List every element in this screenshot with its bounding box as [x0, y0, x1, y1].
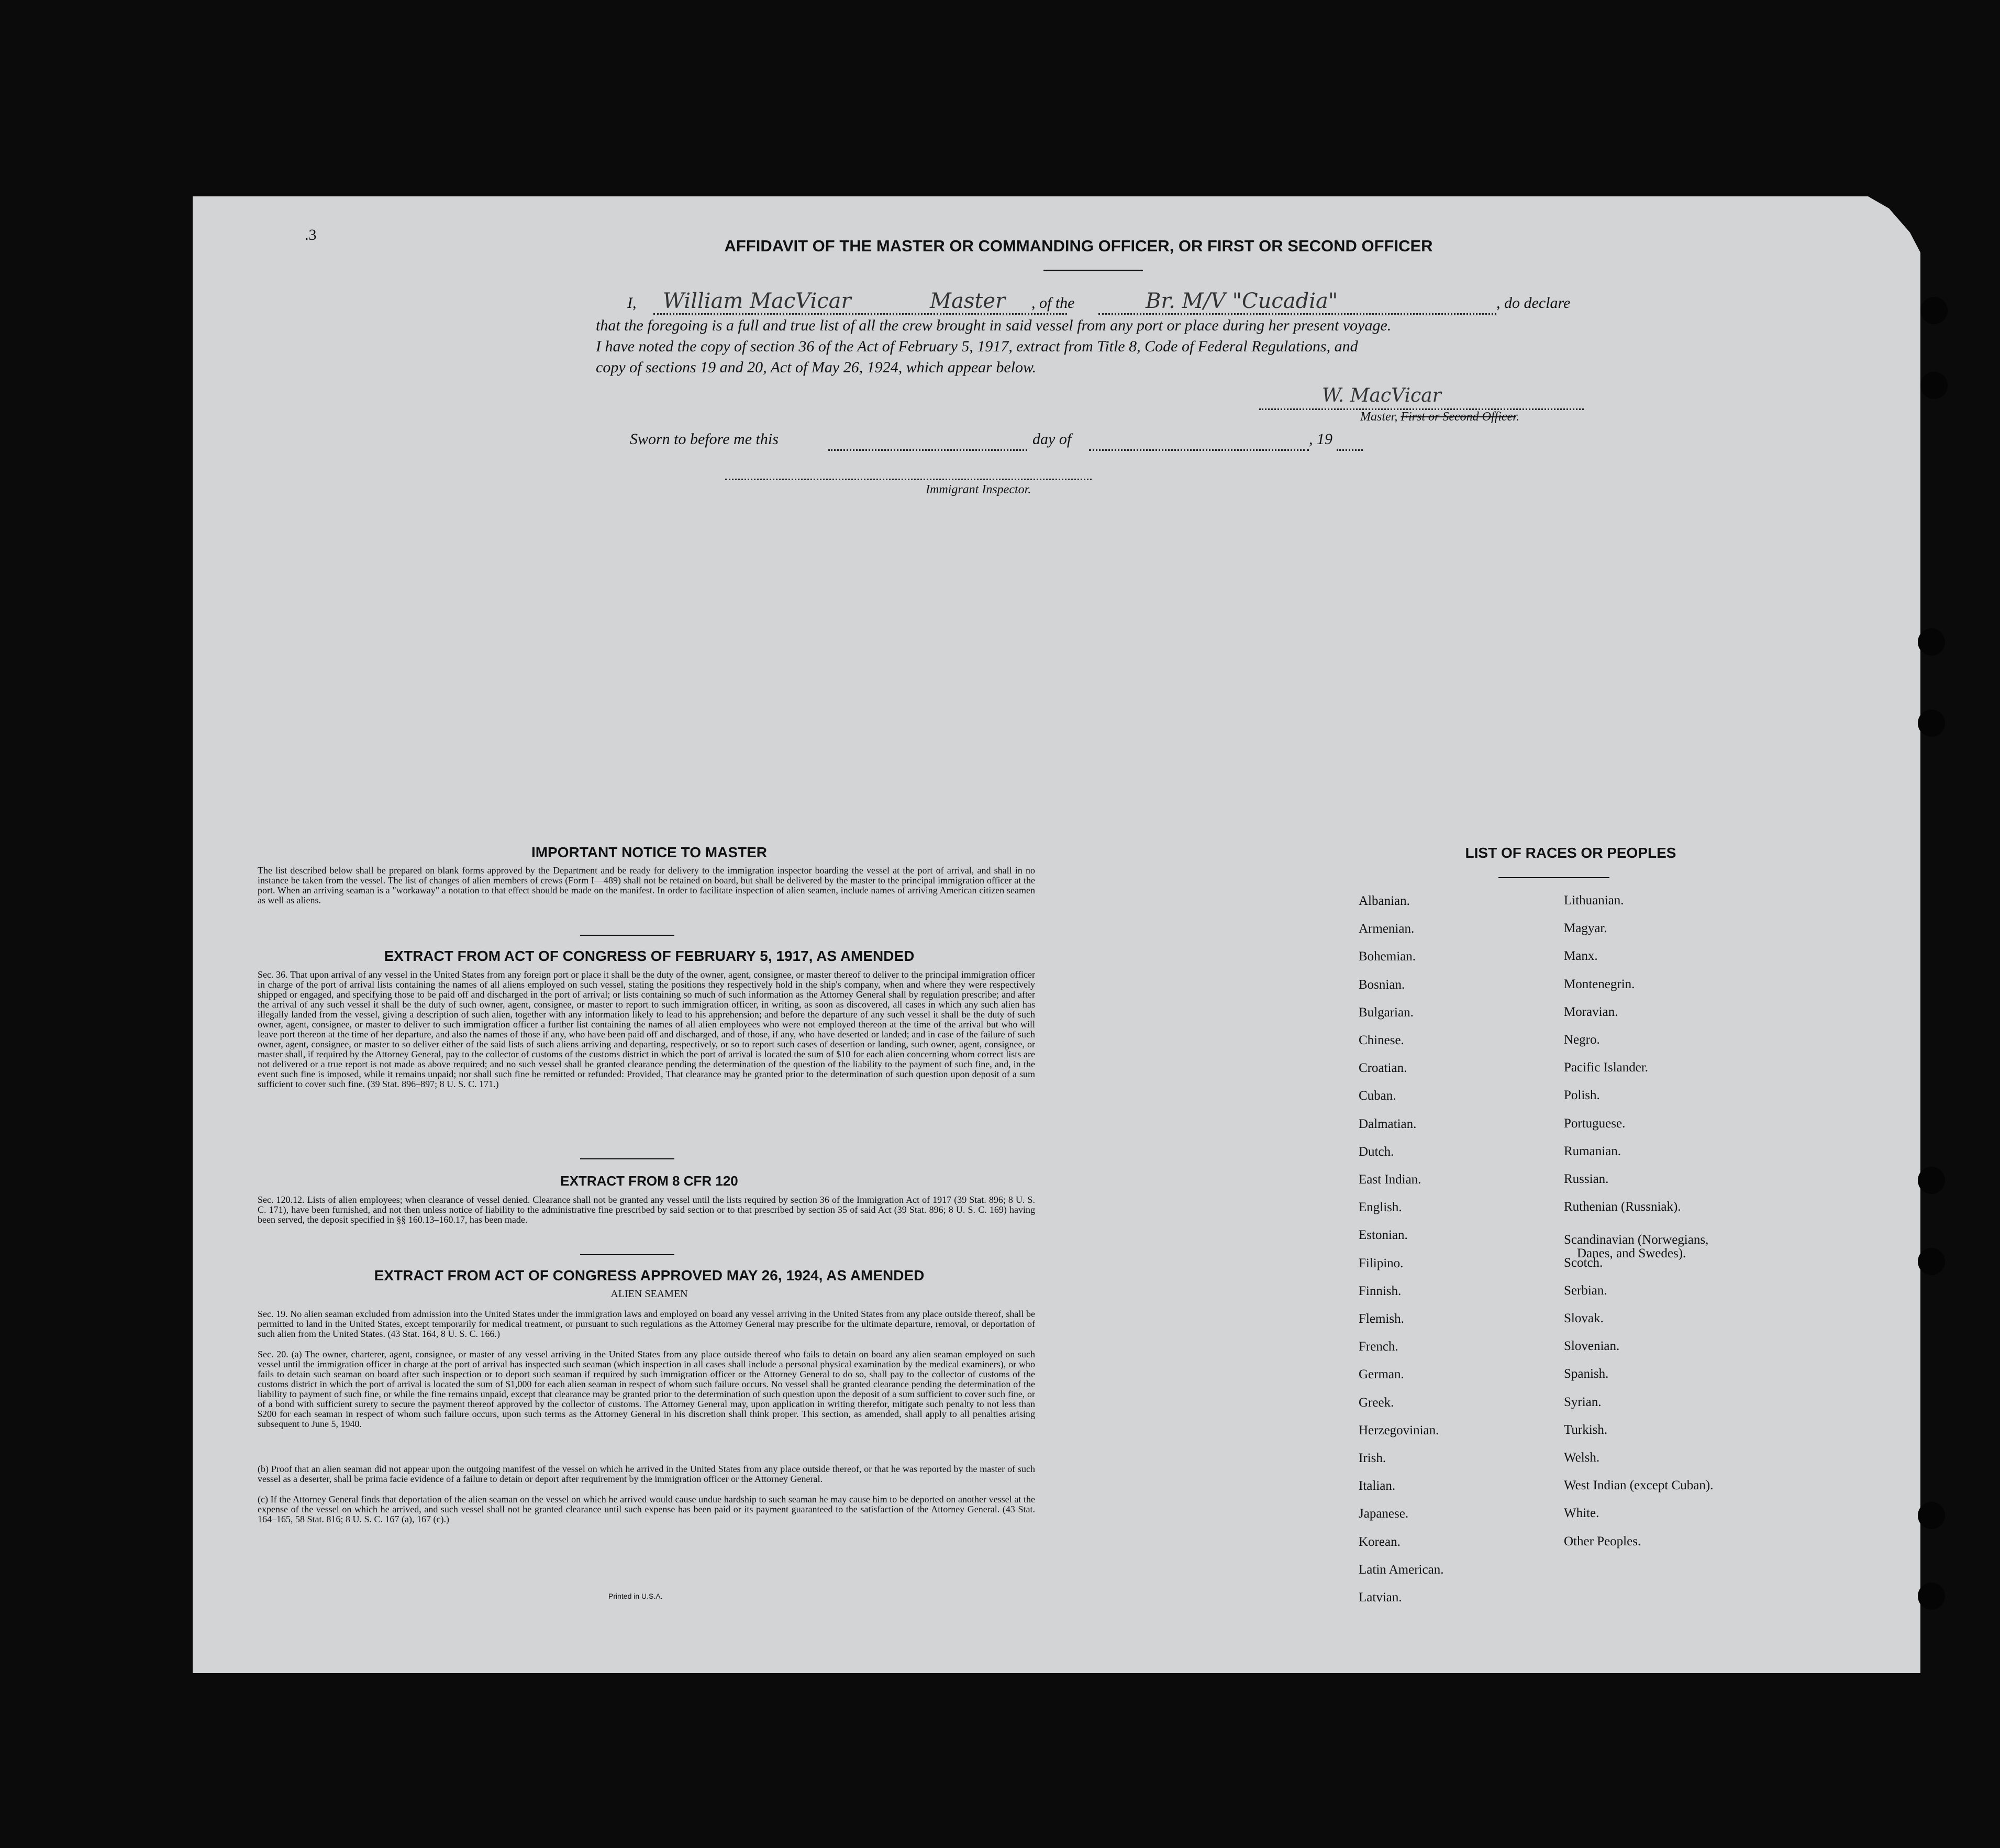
race-item: East Indian.: [1359, 1172, 1421, 1187]
extract-1924-title: EXTRACT FROM ACT OF CONGRESS APPROVED MAY 26, 1924, AS AMENDED: [374, 1267, 925, 1283]
race-item: Dutch.: [1359, 1144, 1394, 1159]
race-item: Estonian.: [1359, 1228, 1408, 1243]
name-handwritten: William MacVicar: [663, 289, 851, 313]
divider: [580, 935, 674, 936]
extract-cfr-body: Sec. 120.12. Lists of alien employees; when clearance of vessel denied. Clearance shall not be granted any vessel until the lists required by section 36 of the Immigration Act of 1917 (39 Stat. 896; 8 U. S. C. 171), have been furnished, and not then unless notice of liability to the administrative fine prescribed by said section or to that prescribed by section 35 of said Act (39 Stat. 896; 8 U. S. C. 169) having been served, the deposit specified in §§ 160.13–160.17, has been made.: [258, 1194, 1035, 1225]
race-item: Japanese.: [1359, 1507, 1409, 1521]
races-divider: [1498, 877, 1609, 878]
race-item: Cuban.: [1359, 1089, 1396, 1103]
race-item: Croatian.: [1359, 1061, 1407, 1076]
race-item: Scandinavian (Norwegians,: [1564, 1233, 1709, 1247]
punch-hole: [1918, 710, 1945, 737]
race-item: Spanish.: [1564, 1367, 1609, 1381]
signer-role: Master, First or Second Officer.: [1360, 410, 1519, 424]
race-item: Russian.: [1564, 1172, 1609, 1186]
page-number: .3: [305, 226, 317, 244]
race-item: Montenegrin.: [1564, 977, 1635, 991]
race-item: Chinese.: [1359, 1033, 1404, 1047]
race-item: Greek.: [1359, 1395, 1394, 1410]
punch-hole: [1918, 1583, 1945, 1610]
affidavit-line1: I, William MacVicar Master , of the Br. M/V "Cucadia" , do declare: [596, 293, 1591, 319]
document-sheet: [193, 196, 1920, 1673]
race-item: Portuguese.: [1564, 1116, 1626, 1131]
punch-hole: [1920, 372, 1948, 399]
punch-hole: [1918, 628, 1945, 656]
section-20b: (b) Proof that an alien seaman did not appear upon the outgoing manifest of the vessel on which he arrived in the United States from any place outside thereof, or that he was reported by the master of such vessel as a deserter, shall be prima facie evidence of a failure to detain or deport after requirement by the immigration officer or the Attorney General.: [258, 1464, 1035, 1484]
race-item: German.: [1359, 1367, 1404, 1382]
race-item: Flemish.: [1359, 1312, 1404, 1326]
affidavit-line2: that the foregoing is a full and true list of all the crew brought in said vessel from any port or place during her present voyage.: [596, 317, 1392, 334]
printed-in: Printed in U.S.A.: [608, 1592, 663, 1600]
affidavit-line4: copy of sections 19 and 20, Act of May 26, 1924, which appear below.: [596, 359, 1037, 376]
race-item: Bosnian.: [1359, 977, 1405, 992]
race-item: White.: [1564, 1506, 1599, 1521]
divider: [580, 1254, 674, 1255]
inspector-signature-line: [725, 465, 1092, 480]
title-divider: [1043, 270, 1143, 271]
punch-hole: [1918, 1167, 1945, 1194]
races-title: LIST OF RACES OR PEOPLES: [1465, 845, 1676, 861]
punch-hole: [1918, 1502, 1945, 1529]
race-item: Danes, and Swedes).: [1577, 1246, 1686, 1261]
race-item: West Indian (except Cuban).: [1564, 1478, 1714, 1493]
race-item: Lithuanian.: [1564, 893, 1624, 908]
race-item: Herzegovinian.: [1359, 1423, 1439, 1437]
race-item: Slovenian.: [1564, 1339, 1620, 1354]
section-20a: Sec. 20. (a) The owner, charterer, agent, consignee, or master of any vessel arriving in the United States from any place outside thereof who fails to detain on board any alien seaman employed on such vessel until the immigration officer in charge at the port of arrival has inspected such seaman (which inspection in all cases shall include a personal physical examination by the medical examiners), or who fails to detain such seaman on board after such inspection or to deport such seaman if required by such immigration officer or the Attorney General to do so, shall pay to the collector of customs of the customs district in which the port of arrival is located the sum of $1,000 for each alien seaman in respect of whom such failure occurs. No vessel shall be granted clearance pending the determination of the liability to payment of such fine, or while the fine remains unpaid, except that clearance may be granted prior to the determination of such question upon the deposit of a sum sufficient to cover such fine, or of a bond with sufficient surety to secure the payment thereof approved by the collector of customs. The Attorney General may, upon application in writing therefor, mitigate such penalty to not less than $200 for each seaman in respect of whom such failure occurs, upon such terms as the Attorney General in his discretion shall think proper. This section, as amended, shall apply to all penalties arising subsequent to June 5, 1940.: [258, 1349, 1035, 1429]
race-item: Welsh.: [1564, 1451, 1600, 1465]
race-item: Irish.: [1359, 1451, 1386, 1465]
race-item: Finnish.: [1359, 1283, 1402, 1298]
race-item: Albanian.: [1359, 894, 1410, 908]
day-of-label: day of: [1032, 430, 1072, 448]
race-item: English.: [1359, 1200, 1402, 1215]
race-item: Polish.: [1564, 1088, 1600, 1103]
affidavit-title: AFFIDAVIT OF THE MASTER OR COMMANDING OFFICER, OR FIRST OR SECOND OFFICER: [724, 237, 1433, 255]
sworn-year-field: [1337, 434, 1363, 451]
race-item: Moravian.: [1564, 1004, 1618, 1019]
race-item: Filipino.: [1359, 1256, 1404, 1270]
race-item: Manx.: [1564, 949, 1598, 964]
sworn-label: Sworn to before me this: [630, 430, 779, 448]
race-item: Turkish.: [1564, 1422, 1608, 1437]
sworn-day-field: [828, 434, 1027, 451]
race-item: Armenian.: [1359, 922, 1415, 936]
race-item: Pacific Islander.: [1564, 1060, 1649, 1075]
inspector-label: Immigrant Inspector.: [926, 483, 1031, 496]
notice-body: The list described below shall be prepared on blank forms approved by the Department and be ready for delivery to the immigration inspector boarding the vessel at the port of arrival, and shall in no instance be taken from the vessel. The list of changes of alien members of crews (Form I—489) shall not be retained on board, but shall be delivered by the master to the principal immigration officer at the port. When an arriving seaman is a "workaway" a notation to that effect should be made on the manifest. In order to facilitate inspection of alien seamen, include names of arriving American citizen seamen as well as aliens.: [258, 865, 1035, 905]
race-item: Scotch.: [1564, 1255, 1603, 1270]
sworn-month-field: [1089, 434, 1309, 451]
section-20c: (c) If the Attorney General finds that deportation of the alien seaman on the vessel on which he arrived would cause undue hardship to such seaman he may cause him to be deported on another vessel at the expense of the vessel on which he arrived, and such vessel shall not be granted clearance until such expense has been paid or its payment guaranteed to the satisfaction of the Attorney General. (43 Stat. 164–165, 58 Stat. 816; 8 U. S. C. 167 (a), 167 (c).): [258, 1494, 1035, 1524]
race-item: Italian.: [1359, 1479, 1396, 1493]
signature-handwritten: W. MacVicar: [1322, 385, 1441, 406]
race-item: Slovak.: [1564, 1311, 1604, 1325]
section-19: Sec. 19. No alien seaman excluded from admission into the United States under the immigration laws and employed on board any vessel arriving in the United States from any place outside thereof, shall be permitted to land in the United States, except temporarily for medical treatment, or pursuant to such regulations as the Attorney General may prescribe for the ultimate departure, removal, or deportation of such alien from the United States. (43 Stat. 164, 8 U. S. C. 166.): [258, 1309, 1035, 1339]
divider: [580, 1158, 674, 1159]
extract-cfr-title: EXTRACT FROM 8 CFR 120: [560, 1173, 738, 1189]
race-item: Other Peoples.: [1564, 1534, 1641, 1548]
title-handwritten: Master: [930, 289, 1006, 313]
race-item: Magyar.: [1564, 921, 1607, 936]
race-item: Bulgarian.: [1359, 1005, 1414, 1020]
race-item: Serbian.: [1564, 1283, 1607, 1298]
extract-1917-body: Sec. 36. That upon arrival of any vessel in the United States from any foreign port or place it shall be the duty of the owner, agent, consignee, or master thereof to deliver to the principal immigration officer in charge of the port of arrival lists containing the names of all aliens employed on such vessel, stating the positions they respectively hold in the ship's company, when and where they were respectively shipped or engaged, and specifying those to be paid off and discharged in the port of arrival; or lists containing so much of such information as the Attorney General shall by regulation prescribe; and after the arrival of any such vessel it shall be the duty of such owner, agent, consignee, or master to report to such immigration officer, in writing, as soon as discovered, all cases in which any such alien has illegally landed from the vessel, giving a description of such alien, together with any information likely to lead to his apprehension; and before the departure of any such vessel it shall be the duty of such owner, agent, consignee, or master to deliver to such immigration officer a further list containing the names of all alien employees who were not employed thereon at the time of the arrival but who will leave port thereon at the time of her departure, and also the names of those if any, who have been paid off and discharged, and of those, if any, who have deserted or landed; and in case of the failure of such owner, agent, consignee, or master to so deliver either of the said lists of such aliens arriving and departing, respectively, or so to report such cases of desertion or landing, such owner, agent, consignee, or master shall, if required by the Attorney General, pay to the collector of customs of the customs district in which the port of arrival is located the sum of $10 for each alien concerning whom correct lists are not delivered or a true report is not made as above required; and no such vessel shall be granted clearance pending the determination of the question of the liability to the payment of such fine, and, in the event such fine is imposed, while it remains unpaid; nor shall such fine be remitted or refunded: Provided, That clearance may be granted prior to the determination of such question upon deposit of a sum sufficient to cover such fine. (39 Stat. 896–897; 8 U. S. C. 171.): [258, 969, 1035, 1089]
race-item: French.: [1359, 1340, 1398, 1354]
punch-hole: [1918, 1248, 1945, 1275]
race-item: Dalmatian.: [1359, 1116, 1417, 1131]
vessel-handwritten: Br. M/V "Cucadia": [1146, 289, 1338, 313]
race-item: Korean.: [1359, 1534, 1401, 1549]
race-item: Negro.: [1564, 1033, 1600, 1047]
race-item: Rumanian.: [1564, 1144, 1621, 1158]
race-item: Bohemian.: [1359, 949, 1416, 964]
extract-1924-subtitle: ALIEN SEAMEN: [610, 1288, 688, 1300]
extract-1917-title: EXTRACT FROM ACT OF CONGRESS OF FEBRUARY 5, 1917, AS AMENDED: [384, 948, 915, 964]
race-item: Latin American.: [1359, 1562, 1444, 1577]
race-item: Latvian.: [1359, 1590, 1402, 1604]
race-item: Syrian.: [1564, 1395, 1602, 1409]
punch-hole: [1920, 297, 1948, 324]
notice-title: IMPORTANT NOTICE TO MASTER: [531, 844, 768, 860]
race-item: Ruthenian (Russniak).: [1564, 1200, 1681, 1214]
year-label: , 19: [1309, 430, 1332, 448]
affidavit-line3: I have noted the copy of section 36 of the Act of February 5, 1917, extract from Title 8, Code of Federal Regulations, and: [596, 338, 1358, 355]
